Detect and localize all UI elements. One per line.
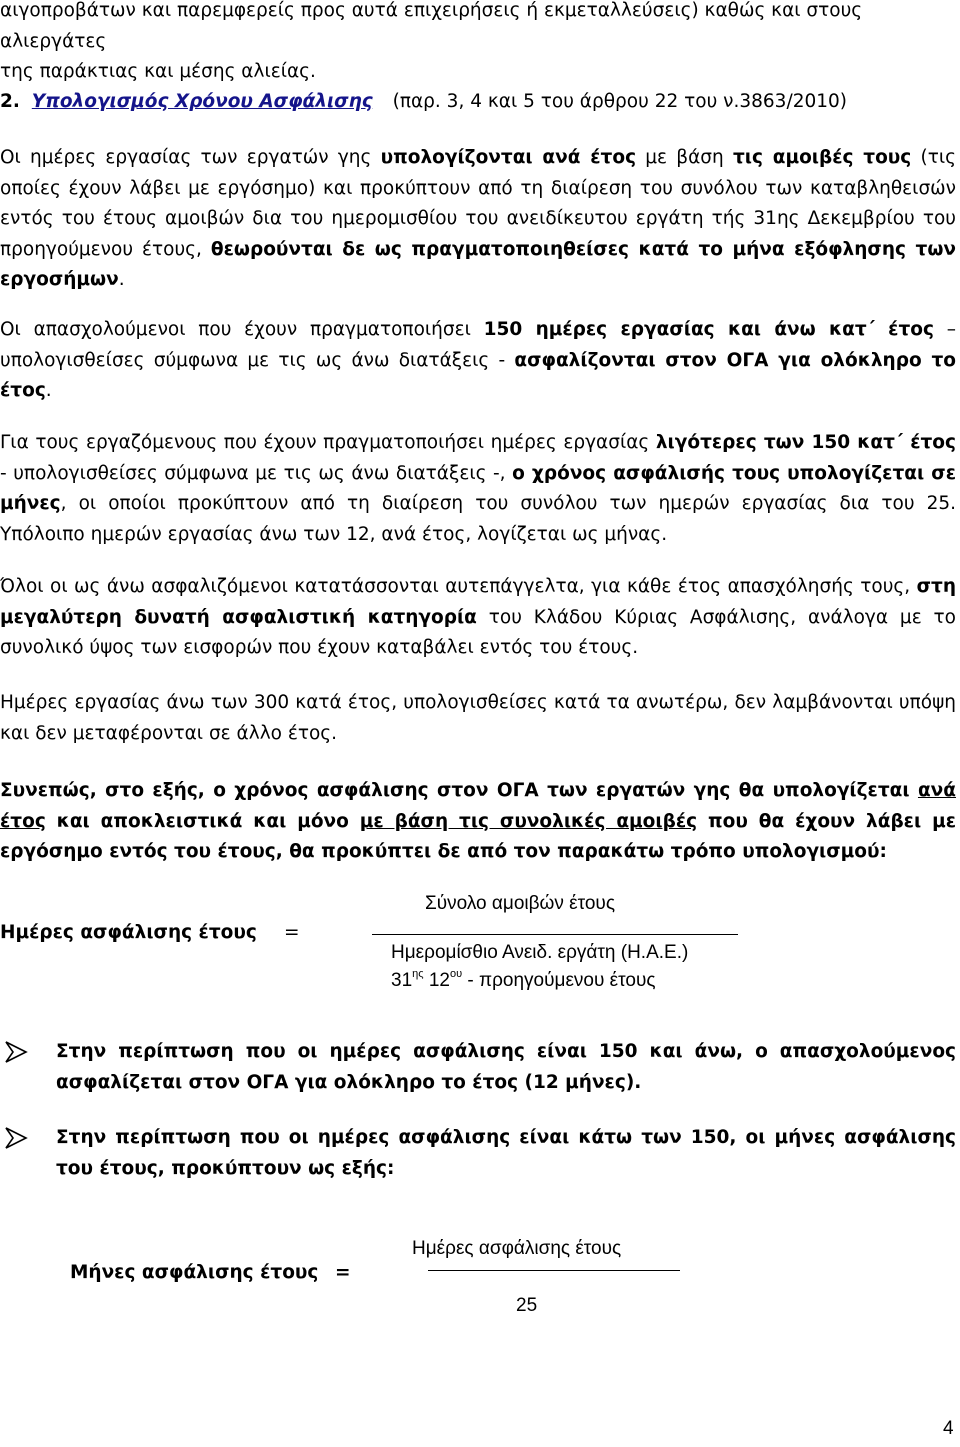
p6-underline-2: με βάση τις συνολικές αμοιβές	[359, 810, 698, 832]
p2-text-3: .	[45, 380, 52, 401]
formula1-day: 31	[391, 970, 413, 991]
formula2-numerator: Ημέρες ασφάλισης έτους	[412, 1238, 622, 1259]
bullet-item-2: Στην περίπτωση που οι ημέρες ασφάλισης είναι κάτω των 150, οι μήνες ασφάλισης του έτους, προκύπτουν ως εξής:	[56, 1127, 956, 1179]
p2-bold-1: 150 ημέρες εργασίας και άνω κατ΄ έτος	[483, 319, 934, 340]
paragraph-1	[0, 143, 956, 296]
p1-text-3: (τις οποίες έχουν λάβει με εργόσημο) και προκύπτουν από τη διαίρεση του συνόλου των καταβληθεισών εντός του έτους αμοιβών δια του ημερομισθίου του ανειδίκευτου εργάτη τής 31ης Δεκεμβρίου του προηγούμενου έτους,	[0, 147, 956, 260]
formula2-lhs: Μήνες ασφάλισης έτους	[70, 1262, 319, 1283]
paragraph-4	[0, 572, 956, 664]
p5-text: Ημέρες εργασίας άνω των 300 κατά έτος, υπολογισθείσες κατά τα ανωτέρω, δεν λαμβάνονται υπόψη και δεν μεταφέρονται σε άλλο έτος.	[0, 692, 956, 744]
formula1-numerator: Σύνολο αμοιβών έτους	[425, 893, 615, 914]
p3-text-2: - υπολογισθείσες σύμφωνα με τις ως άνω διατάξεις -,	[0, 462, 513, 484]
p6-underline-1: ανά έτος	[0, 780, 956, 832]
formula1-lhs: Ημέρες ασφάλισης έτους	[0, 922, 257, 943]
p3-text-1: Για τους εργαζόμενους που έχουν πραγματοποιήσει ημέρες εργασίας	[0, 432, 656, 453]
intro-paragraph	[0, 0, 956, 88]
p1-bold-1: υπολογίζονται ανά έτος	[380, 147, 637, 168]
p1-text-4: .	[118, 269, 125, 290]
page-number: 4	[943, 1418, 954, 1439]
p4-text-2: του Κλάδου Κύριας Ασφάλισης, ανάλογα με το συνολικό ύψος των εισφορών που έχουν καταβάλει εντός του έτους.	[0, 606, 956, 658]
formula2-denominator: 25	[516, 1295, 538, 1316]
section-reference: (παρ. 3, 4 και 5 του άρθρου 22 του ν.3863/2010)	[392, 91, 847, 112]
formula1-fraction-bar	[372, 934, 738, 935]
formula1-month: 12	[423, 970, 450, 991]
formula1-day-suffix: ης	[412, 968, 424, 980]
paragraph-6	[0, 776, 956, 868]
p6-text-3: που θα έχουν λάβει με εργόσημο εντός του έτους, θα προκύπτει δε από τον παρακάτω τρόπο υπολογισμού:	[0, 810, 957, 862]
p6-text-1: Συνεπώς, στο εξής, ο χρόνος ασφάλισης στον ΟΓΑ των εργατών γης θα υπολογίζεται	[0, 780, 918, 801]
p3-text-3: , οι οποίοι προκύπτουν από τη διαίρεση του συνόλου των ημερών εργασίας δια του 25. Υπόλοιπο ημερών εργασίας άνω των 12, ανά έτος, λογίζεται ως μήνας.	[0, 493, 956, 545]
paragraph-5	[0, 688, 956, 749]
formula2-equals: =	[335, 1262, 351, 1283]
p1-text-1: Οι ημέρες εργασίας των εργατών γης	[0, 147, 381, 168]
p1-bold-2: τις αμοιβές τους	[732, 147, 912, 168]
section-heading	[0, 87, 847, 117]
p6-text-2: και αποκλειστικά και μόνο	[45, 810, 360, 832]
intro-line-2: της παράκτιας και μέσης αλιείας.	[0, 61, 316, 82]
paragraph-2	[0, 315, 956, 407]
formula1-previous-year: - προηγούμενου έτους	[462, 970, 656, 991]
intro-line-1: αιγοπροβάτων και παρεμφερείς προς αυτά επιχειρήσεις ή εκμεταλλεύσεις) καθώς και στους αλιεργάτες	[0, 0, 863, 52]
p1-text-2: με βάση	[636, 147, 733, 168]
p3-bold-1: λιγότερες των 150 κατ΄ έτος	[655, 432, 956, 453]
section-title: Υπολογισμός Χρόνου Ασφάλισης	[31, 91, 373, 112]
formula2-fraction-bar	[428, 1270, 680, 1271]
formula1-equals: =	[284, 922, 300, 943]
p4-bold-1: στη μεγαλύτερη δυνατή ασφαλιστική κατηγορία	[0, 576, 956, 628]
p2-bold-2: ασφαλίζονται στον ΟΓΑ για ολόκληρο το έτος	[0, 349, 956, 401]
p3-bold-2: ο χρόνος ασφάλισής τους υπολογίζεται σε μήνες	[0, 462, 957, 514]
p2-text-2: – υπολογισθείσες σύμφωνα με τις ως άνω διατάξεις -	[0, 319, 956, 371]
p2-text-1: Οι απασχολούμενοι που έχουν πραγματοποιήσει	[0, 319, 484, 340]
paragraph-3	[0, 428, 956, 550]
formula1-date-line	[391, 970, 656, 992]
arrow-bullet-icon	[4, 1041, 30, 1063]
p1-bold-3: θεωρούνται δε ως πραγματοποιηθείσες κατά το μήνα εξόφλησης των εργοσήμων	[0, 238, 956, 290]
formula1-denominator: Ημερομίσθιο Ανειδ. εργάτη (Η.Α.Ε.)	[391, 942, 689, 963]
bullet-item-1: Στην περίπτωση που οι ημέρες ασφάλισης είναι 150 και άνω, ο απασχολούμενος ασφαλίζεται στον ΟΓΑ για ολόκληρο το έτος (12 μήνες).	[56, 1041, 956, 1093]
p4-text-1: Όλοι οι ως άνω ασφαλιζόμενοι κατατάσσονται αυτεπάγγελτα, για κάθε έτος απασχόλησής τους,	[0, 576, 917, 597]
arrow-bullet-icon	[4, 1127, 30, 1149]
formula1-month-suffix: ου	[449, 968, 463, 980]
section-number: 2.	[0, 91, 20, 112]
